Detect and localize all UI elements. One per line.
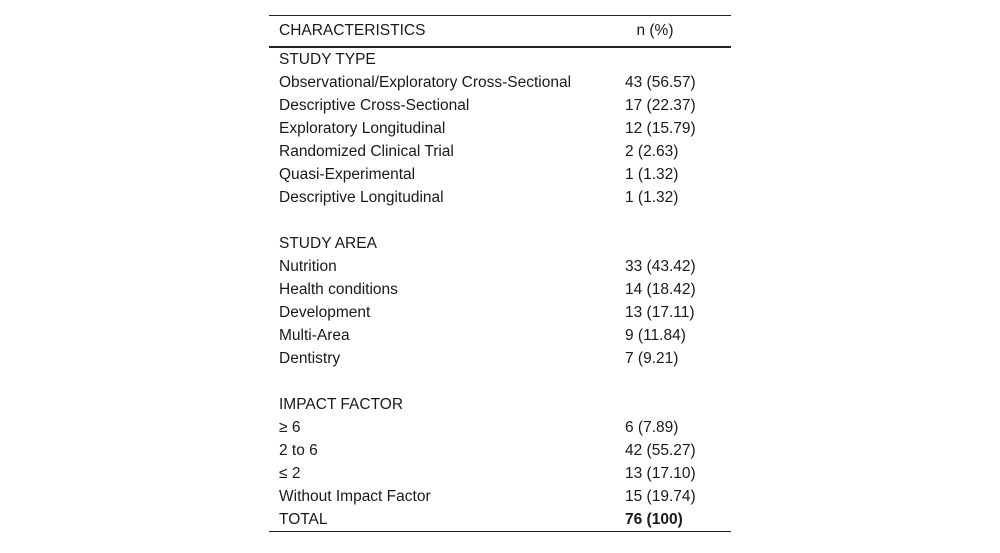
table-header <box>269 16 731 48</box>
table-row <box>269 255 731 278</box>
row-label: Descriptive Longitudinal <box>279 188 444 206</box>
row-value: 43 (56.57) <box>625 73 696 91</box>
row-label: Quasi-Experimental <box>279 165 416 183</box>
table-row <box>269 117 731 140</box>
table-row <box>269 278 731 301</box>
table-row <box>269 301 731 324</box>
row-value: 1 (1.32) <box>625 165 679 183</box>
section-title: IMPACT FACTOR <box>279 395 404 413</box>
table-row <box>269 71 731 94</box>
row-value: 17 (22.37) <box>625 96 696 114</box>
row-label: Dentistry <box>279 349 341 367</box>
total-value: 76 (100) <box>625 510 683 528</box>
table-row <box>269 439 731 462</box>
row-value: 42 (55.27) <box>625 441 696 459</box>
table-row <box>269 94 731 117</box>
table-row <box>269 347 731 370</box>
row-value: 12 (15.79) <box>625 119 696 137</box>
row-label: Observational/Exploratory Cross-Sectional <box>279 73 572 91</box>
row-label: Nutrition <box>279 257 337 275</box>
table-row <box>269 485 731 508</box>
total-label: TOTAL <box>279 510 328 528</box>
table-body <box>269 47 731 532</box>
row-value: 15 (19.74) <box>625 487 696 505</box>
row-label: Multi-Area <box>279 326 350 344</box>
row-value: 6 (7.89) <box>625 418 679 436</box>
table-row <box>269 416 731 439</box>
table-row <box>269 186 731 209</box>
characteristics-table <box>269 15 731 532</box>
row-value: 13 (17.10) <box>625 464 696 482</box>
header-row <box>269 16 731 48</box>
row-label: Randomized Clinical Trial <box>279 142 454 160</box>
table-row <box>269 140 731 163</box>
row-label: Descriptive Cross-Sectional <box>279 96 470 114</box>
section-title: STUDY TYPE <box>279 50 376 68</box>
spacer-row <box>269 209 731 232</box>
row-value: 1 (1.32) <box>625 188 679 206</box>
header-n-percent: n (%) <box>636 22 674 39</box>
row-label: Exploratory Longitudinal <box>279 119 446 137</box>
characteristics-table-container <box>269 15 731 532</box>
total-row <box>269 508 731 532</box>
row-value: 14 (18.42) <box>625 280 696 298</box>
row-value: 7 (9.21) <box>625 349 679 367</box>
row-value: 13 (17.11) <box>625 303 695 321</box>
row-value: 33 (43.42) <box>625 257 696 275</box>
row-label: ≤ 2 <box>279 464 301 482</box>
row-label: 2 to 6 <box>279 441 318 459</box>
section-row-study-type <box>269 47 731 71</box>
table-row <box>269 324 731 347</box>
row-value: 9 (11.84) <box>625 326 686 344</box>
section-title: STUDY AREA <box>279 234 377 252</box>
table-row <box>269 462 731 485</box>
row-label: Without Impact Factor <box>279 487 431 505</box>
row-label: ≥ 6 <box>279 418 301 436</box>
spacer-row <box>269 370 731 393</box>
table-row <box>269 163 731 186</box>
section-row-study-area <box>269 232 731 255</box>
header-characteristics: CHARACTERISTICS <box>279 22 426 39</box>
row-label: Health conditions <box>279 280 398 298</box>
row-label: Development <box>279 303 371 321</box>
section-row-impact-factor <box>269 393 731 416</box>
row-value: 2 (2.63) <box>625 142 679 160</box>
